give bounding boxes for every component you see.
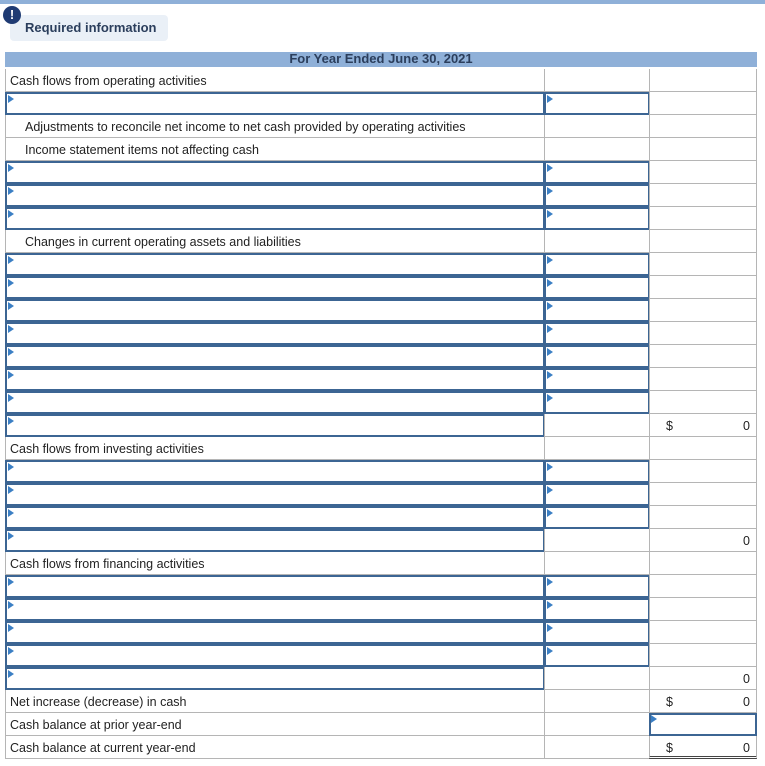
net-increase-value: 0 (743, 695, 750, 709)
investing-item-amount-input[interactable] (544, 460, 650, 483)
dropdown-marker-icon (8, 210, 14, 218)
income-items-cell (5, 138, 544, 161)
current-balance-total-cell (649, 736, 757, 759)
changes-input-row (5, 276, 757, 299)
change-item-label-input[interactable] (5, 322, 545, 345)
change-item-amount-input[interactable] (544, 368, 650, 391)
investing-total-cell (649, 529, 757, 552)
empty-cell (544, 138, 649, 161)
prior-balance-cell (5, 713, 544, 736)
adjustments-row (5, 115, 757, 138)
worksheet-period-title: For Year Ended June 30, 2021 (289, 51, 473, 66)
prior-balance-input[interactable] (649, 713, 757, 736)
change-item-amount-input[interactable] (544, 253, 650, 276)
financing-total-label-input[interactable] (5, 667, 545, 690)
changes-cell (5, 230, 544, 253)
current-balance-cell (5, 736, 544, 759)
financing-heading: Cash flows from financing activities (10, 557, 205, 571)
empty-cell (649, 299, 757, 322)
dropdown-marker-icon (547, 187, 553, 195)
net-increase-cell (5, 690, 544, 713)
dropdown-marker-icon (547, 394, 553, 402)
financing-item-label-input[interactable] (5, 644, 545, 667)
financing-total-row (5, 667, 757, 690)
financing-heading-cell (5, 552, 544, 575)
income-items-row (5, 138, 757, 161)
operating-input-row (5, 92, 757, 115)
operating-item-label-input[interactable] (5, 92, 545, 115)
change-item-amount-input[interactable] (544, 391, 650, 414)
investing-item-label-input[interactable] (5, 506, 545, 529)
dropdown-marker-icon (8, 647, 14, 655)
dropdown-marker-icon (8, 601, 14, 609)
dropdown-marker-icon (8, 670, 14, 678)
empty-cell (649, 322, 757, 345)
operating-total-cell (649, 414, 757, 437)
net-increase-total-cell (649, 690, 757, 713)
prior-balance-row (5, 713, 757, 736)
empty-cell (649, 253, 757, 276)
financing-input-row (5, 644, 757, 667)
dropdown-marker-icon (547, 601, 553, 609)
income-item-amount-input[interactable] (544, 207, 650, 230)
empty-cell (649, 92, 757, 115)
empty-cell (649, 69, 757, 92)
required-info-label[interactable]: Required information (25, 20, 157, 35)
adjustments-label: Adjustments to reconcile net income to net cash provided by operating activities (25, 120, 466, 134)
financing-total-value: 0 (743, 672, 750, 686)
income-input-row (5, 207, 757, 230)
investing-heading-row (5, 437, 757, 460)
empty-cell (649, 437, 757, 460)
change-item-label-input[interactable] (5, 253, 545, 276)
current-balance-value: 0 (743, 741, 750, 755)
investing-total-row (5, 529, 757, 552)
operating-total-row (5, 414, 757, 437)
top-accent-bar (0, 0, 765, 4)
currency-symbol: $ (666, 695, 673, 709)
current-balance-label: Cash balance at current year-end (10, 741, 196, 755)
dropdown-marker-icon (547, 325, 553, 333)
dropdown-marker-icon (8, 394, 14, 402)
empty-cell (649, 644, 757, 667)
change-item-amount-input[interactable] (544, 276, 650, 299)
empty-cell (649, 506, 757, 529)
dropdown-marker-icon (8, 348, 14, 356)
empty-cell (544, 529, 649, 552)
operating-heading: Cash flows from operating activities (10, 74, 207, 88)
dropdown-marker-icon (547, 164, 553, 172)
empty-cell (649, 483, 757, 506)
operating-item-amount-input[interactable] (544, 92, 650, 115)
investing-input-row (5, 460, 757, 483)
changes-input-row (5, 345, 757, 368)
dropdown-marker-icon (547, 256, 553, 264)
dropdown-marker-icon (547, 371, 553, 379)
dropdown-marker-icon (547, 624, 553, 632)
empty-cell (544, 690, 649, 713)
investing-input-row (5, 483, 757, 506)
dropdown-marker-icon (8, 371, 14, 379)
empty-cell (649, 575, 757, 598)
empty-cell (544, 69, 649, 92)
empty-cell (649, 391, 757, 414)
dropdown-marker-icon (8, 302, 14, 310)
empty-cell (544, 667, 649, 690)
empty-cell (649, 598, 757, 621)
change-item-amount-input[interactable] (544, 299, 650, 322)
dropdown-marker-icon (8, 532, 14, 540)
adjustments-cell (5, 115, 544, 138)
dropdown-marker-icon (547, 486, 553, 494)
empty-cell (649, 161, 757, 184)
empty-cell (649, 368, 757, 391)
current-balance-row (5, 736, 757, 759)
dropdown-marker-icon (547, 509, 553, 517)
income-item-label-input[interactable] (5, 184, 545, 207)
dropdown-marker-icon (547, 210, 553, 218)
empty-cell (649, 460, 757, 483)
empty-cell (649, 230, 757, 253)
empty-cell (649, 207, 757, 230)
dropdown-marker-icon (8, 509, 14, 517)
change-item-amount-input[interactable] (544, 322, 650, 345)
investing-item-label-input[interactable] (5, 483, 545, 506)
financing-input-row (5, 598, 757, 621)
dropdown-marker-icon (547, 463, 553, 471)
change-item-label-input[interactable] (5, 391, 545, 414)
investing-item-label-input[interactable] (5, 460, 545, 483)
dropdown-marker-icon (8, 325, 14, 333)
income-item-label-input[interactable] (5, 207, 545, 230)
income-items-label: Income statement items not affecting cash (25, 143, 259, 157)
dropdown-marker-icon (8, 624, 14, 632)
financing-item-label-input[interactable] (5, 621, 545, 644)
operating-total-value: 0 (743, 419, 750, 433)
dropdown-marker-icon (547, 95, 553, 103)
income-item-amount-input[interactable] (544, 161, 650, 184)
investing-total-value: 0 (743, 534, 750, 548)
financing-heading-row (5, 552, 757, 575)
operating-heading-row (5, 69, 757, 92)
alert-icon: ! (3, 6, 21, 24)
investing-heading-cell (5, 437, 544, 460)
empty-cell (649, 115, 757, 138)
financing-total-cell (649, 667, 757, 690)
empty-cell (544, 230, 649, 253)
empty-cell (649, 345, 757, 368)
income-input-row (5, 161, 757, 184)
income-item-label-input[interactable] (5, 161, 545, 184)
changes-label: Changes in current operating assets and liabilities (25, 235, 301, 249)
financing-item-amount-input[interactable] (544, 575, 650, 598)
income-input-row (5, 184, 757, 207)
dropdown-marker-icon (547, 302, 553, 310)
change-item-label-input[interactable] (5, 368, 545, 391)
dropdown-marker-icon (547, 578, 553, 586)
empty-cell (649, 621, 757, 644)
investing-input-row (5, 506, 757, 529)
financing-item-amount-input[interactable] (544, 598, 650, 621)
dropdown-marker-icon (8, 256, 14, 264)
dropdown-marker-icon (8, 486, 14, 494)
change-item-label-input[interactable] (5, 345, 545, 368)
empty-cell (544, 115, 649, 138)
change-item-label-input[interactable] (5, 299, 545, 322)
investing-heading: Cash flows from investing activities (10, 442, 204, 456)
change-item-amount-input[interactable] (544, 345, 650, 368)
changes-input-row (5, 391, 757, 414)
currency-symbol: $ (666, 419, 673, 433)
dropdown-marker-icon (547, 348, 553, 356)
empty-cell (544, 552, 649, 575)
empty-cell (544, 736, 649, 759)
income-item-amount-input[interactable] (544, 184, 650, 207)
operating-heading-cell (5, 69, 544, 92)
dropdown-marker-icon (651, 715, 657, 723)
dropdown-marker-icon (8, 95, 14, 103)
empty-cell (649, 184, 757, 207)
empty-cell (544, 414, 649, 437)
prior-balance-label: Cash balance at prior year-end (10, 718, 182, 732)
empty-cell (649, 552, 757, 575)
dropdown-marker-icon (547, 647, 553, 655)
changes-input-row (5, 322, 757, 345)
changes-input-row (5, 368, 757, 391)
net-increase-row (5, 690, 757, 713)
dropdown-marker-icon (8, 279, 14, 287)
financing-input-row (5, 621, 757, 644)
currency-symbol: $ (666, 741, 673, 755)
changes-input-row (5, 253, 757, 276)
net-increase-label: Net increase (decrease) in cash (10, 695, 187, 709)
dropdown-marker-icon (8, 187, 14, 195)
investing-item-amount-input[interactable] (544, 506, 650, 529)
operating-total-label-input[interactable] (5, 414, 545, 437)
dropdown-marker-icon (8, 463, 14, 471)
dropdown-marker-icon (8, 578, 14, 586)
investing-total-label-input[interactable] (5, 529, 545, 552)
financing-item-label-input[interactable] (5, 575, 545, 598)
empty-cell (544, 437, 649, 460)
financing-item-label-input[interactable] (5, 598, 545, 621)
change-item-label-input[interactable] (5, 276, 545, 299)
investing-item-amount-input[interactable] (544, 483, 650, 506)
financing-input-row (5, 575, 757, 598)
financing-item-amount-input[interactable] (544, 621, 650, 644)
changes-input-row (5, 299, 757, 322)
financing-item-amount-input[interactable] (544, 644, 650, 667)
changes-row (5, 230, 757, 253)
empty-cell (649, 138, 757, 161)
dropdown-marker-icon (8, 164, 14, 172)
empty-cell (544, 713, 649, 736)
empty-cell (649, 276, 757, 299)
dropdown-marker-icon (8, 417, 14, 425)
dropdown-marker-icon (547, 279, 553, 287)
